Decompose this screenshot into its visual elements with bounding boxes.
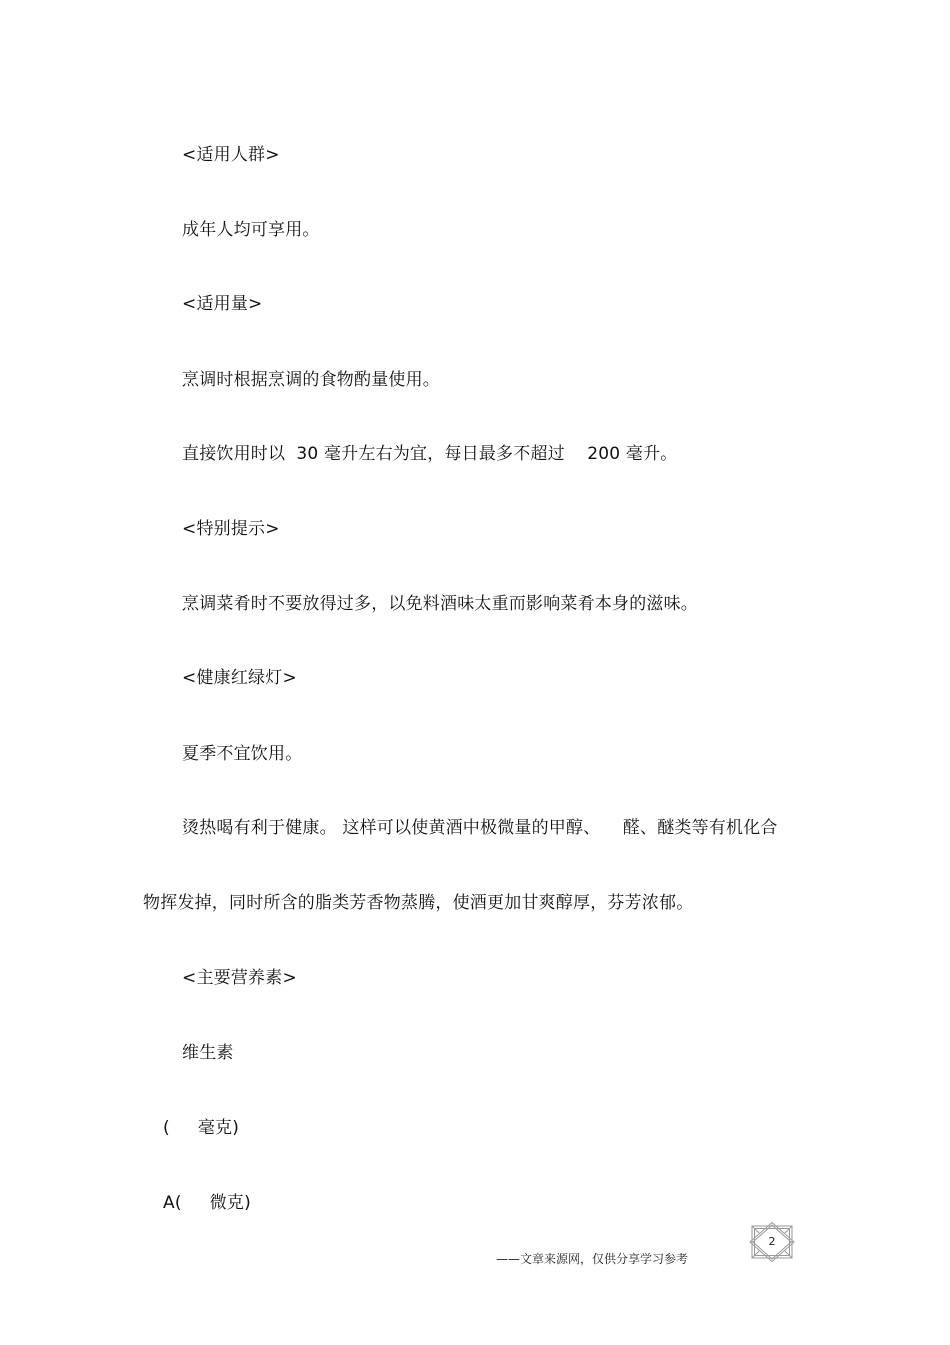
heading-nutrients: <主要营养素> xyxy=(182,968,297,988)
heading-dosage: <适用量> xyxy=(182,294,263,314)
special-tips-text: 烹调菜肴时不要放得过多，以免料酒味太重而影响菜肴本身的滋味。 xyxy=(182,594,698,614)
dosage-cooking-text: 烹调时根据烹调的食物酌量使用。 xyxy=(182,370,440,390)
nutrient-vitamin-label: 维生素 xyxy=(182,1043,234,1063)
heading-health-light: <健康红绿灯> xyxy=(182,668,297,688)
page-number: 2 xyxy=(768,1235,776,1248)
page-number-badge xyxy=(748,1222,796,1262)
suitable-people-text: 成年人均可享用。 xyxy=(182,220,320,240)
dosage-drinking-text: 直接饮用时以 30 毫升左右为宜，每日最多不超过 200 毫升。 xyxy=(182,444,678,464)
health-warm-text-line1: 烫热喝有利于健康。 这样可以使黄酒中极微量的甲醇、 醛、醚类等有机化合 xyxy=(182,818,778,838)
footer-source-note: ——文章来源网，仅供分享学习参考 xyxy=(496,1252,689,1266)
heading-suitable-people: <适用人群> xyxy=(182,145,280,165)
heading-special-tips: <特别提示> xyxy=(182,519,280,539)
health-warm-text-line2: 物挥发掉，同时所含的脂类芳香物蒸腾，使酒更加甘爽醇厚，芬芳浓郁。 xyxy=(143,893,694,913)
health-summer-text: 夏季不宜饮用。 xyxy=(182,744,303,764)
unit-milligram-label: ( 毫克) xyxy=(163,1118,240,1138)
unit-microgram-label: A( 微克) xyxy=(163,1193,251,1213)
